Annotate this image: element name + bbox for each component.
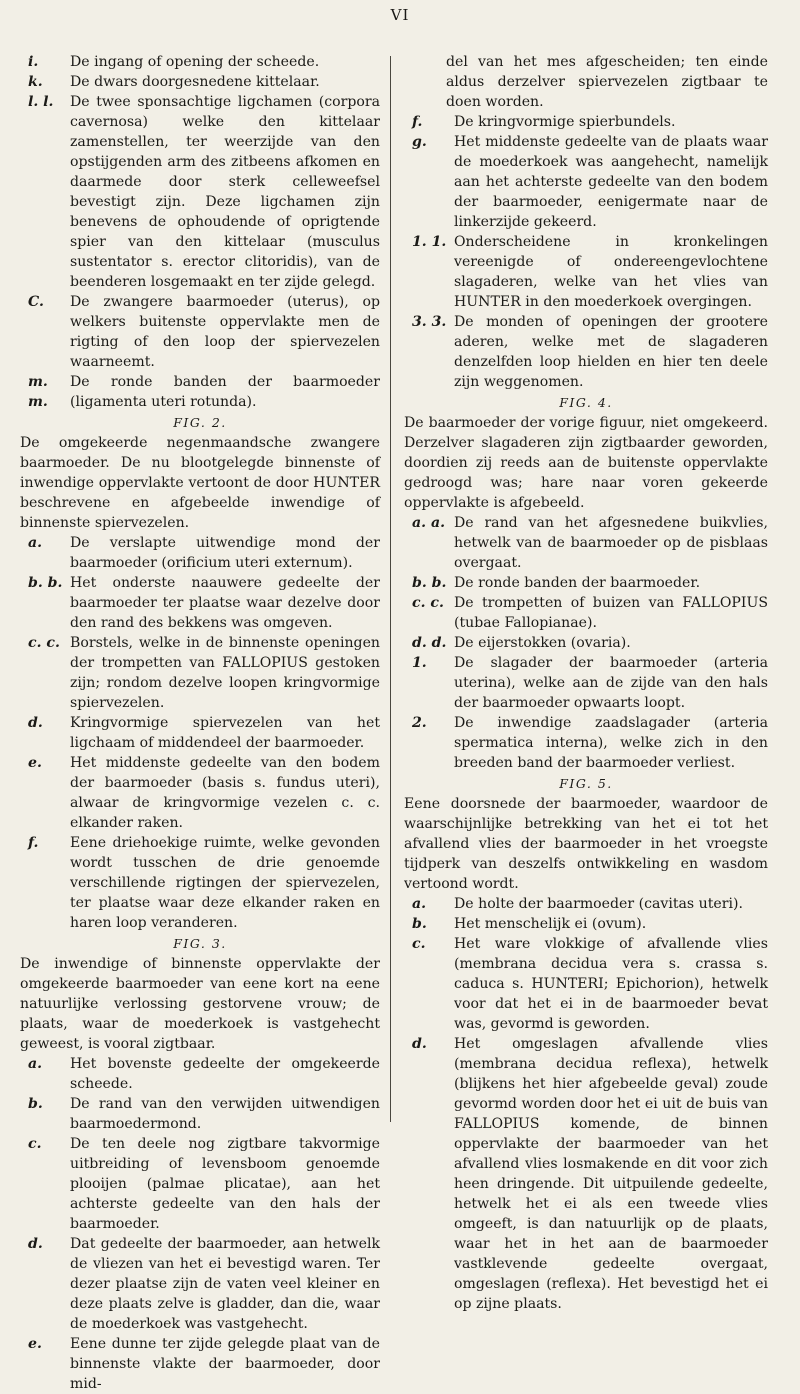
legend-label: b. b. <box>412 575 447 591</box>
legend-label: i. <box>28 54 39 70</box>
legend-text: De ten deele nog zigtbare takvormige uitbreiding of levensboom genoemde plooijen (palmae plicatae), aan het achterste gedeelte van den hals der baarmoeder. <box>70 1136 380 1232</box>
legend-label: a. <box>412 896 427 912</box>
legend-text: Borstels, welke in de binnenste openingen der trompetten van FALLOPIUS gestoken zijn; rondom dezelve loopen kringvormige spiervezelen. <box>70 635 380 711</box>
legend-entry <box>20 1094 380 1134</box>
figure-heading: FIG. 5. <box>559 776 613 791</box>
legend-label: d. <box>28 715 43 731</box>
legend-text: De twee sponsachtige ligchamen (corpora cavernosa) welke den kittelaar zamenstellen, ter weerzijde van den opstijgenden arm des zitbeens afkomen en daarmede door sterk celleweefsel bevestigt zijn. Deze ligchamen zijn benevens de ophoudende of oprigtende spier van den kittelaar (musculus sustentator s. erector clitoridis), van de beenderen losgemaakt en ter zijde gelegd. <box>70 94 380 290</box>
legend-text: De ronde banden der baarmoeder. <box>454 575 701 591</box>
left-column <box>20 52 380 1394</box>
legend-label: b. b. <box>28 575 63 591</box>
legend-entry <box>20 1234 380 1334</box>
figure-heading: FIG. 4. <box>559 395 613 410</box>
figure-description: De inwendige of binnenste oppervlakte der omgekeerde baarmoeder van eene kort na eene natuurlijke verlossing gestorvene vrouw; de plaats, waar de moederkoek is vastgehecht geweest, is vooral zigtbaar. <box>20 956 380 1052</box>
legend-label: f. <box>28 835 39 851</box>
legend-label: l. l. <box>28 94 54 110</box>
legend-entry <box>20 1134 380 1234</box>
legend-text: De dwars doorgesnedene kittelaar. <box>70 74 320 90</box>
legend-entry <box>20 533 380 573</box>
legend-entry <box>20 1054 380 1094</box>
legend-label: d. <box>412 1036 427 1052</box>
legend-label: d. d. <box>412 635 447 651</box>
legend-entry <box>404 713 768 773</box>
legend-label: d. <box>28 1236 43 1252</box>
legend-entry <box>20 52 380 72</box>
legend-text: Het onderste naauwere gedeelte der baarmoeder ter plaatse waar dezelve door den rand des bekkens was omgeven. <box>70 575 380 631</box>
legend-label: 3. 3. <box>412 314 447 330</box>
column-divider <box>390 56 391 1122</box>
figure-description: Eene doorsnede der baarmoeder, waardoor de waarschijnlijke betrekking van het ei tot het afvallend vlies der baarmoeder in het vroegste tijdperk van deszelfs ontwikkeling en wasdom vertoond wordt. <box>404 796 768 892</box>
legend-label: b. <box>28 1096 43 1112</box>
page-number: VI <box>390 6 410 24</box>
legend-label: e. <box>28 755 42 771</box>
legend-entry <box>404 593 768 633</box>
legend-label: c. <box>28 1136 42 1152</box>
right-column <box>404 52 768 1314</box>
legend-entry <box>20 1334 380 1394</box>
legend-text: Eene driehoekige ruimte, welke gevonden wordt tusschen de drie genoemde verschillende rigtingen der spiervezelen, ter plaatse waar deze elkander raken en haren loop veranderen. <box>70 835 380 931</box>
legend-entry <box>20 573 380 633</box>
legend-entry <box>404 934 768 1034</box>
legend-label: k. <box>28 74 43 90</box>
legend-text: Dat gedeelte der baarmoeder, aan hetwelk de vliezen van het ei bevestigd waren. Ter dezer plaatse zijn de vaten veel kleiner en deze plaats zelve is gladder, dan die, waar de moederkoek was vastgehecht. <box>70 1236 380 1332</box>
legend-entry <box>404 232 768 312</box>
legend-label: c. c. <box>28 635 60 651</box>
legend-text: De monden of openingen der grootere aderen, welke met de slagaderen denzelfden loop hielden en hier ten deele zijn weggenomen. <box>454 314 768 390</box>
legend-text: De trompetten of buizen van FALLOPIUS (tubae Fallopianae). <box>454 595 768 631</box>
legend-label: a. <box>28 535 43 551</box>
legend-label: g. <box>412 134 427 150</box>
legend-entry <box>404 1034 768 1314</box>
legend-label: f. <box>412 114 423 130</box>
legend-entry <box>404 132 768 232</box>
legend-label: b. <box>412 916 427 932</box>
legend-entry <box>20 292 380 372</box>
legend-text: De zwangere baarmoeder (uterus), op welkers buitenste oppervlakte men de rigting of den loop der spiervezelen waarneemt. <box>70 294 380 370</box>
legend-label: 1. <box>412 655 427 671</box>
legend-label: a. <box>28 1056 43 1072</box>
legend-entry <box>20 833 380 933</box>
legend-label: C. <box>28 294 44 310</box>
legend-entry <box>20 92 380 292</box>
legend-text: De rand van het afgesnedene buikvlies, hetwelk van de baarmoeder op de pisblaas overgaat. <box>454 515 768 571</box>
legend-text: Het ware vlokkige of afvallende vlies (membrana decidua vera s. crassa s. caduca s. HUNTERI; Epichorion), hetwelk voor dat het ei in de baarmoeder bevat was, gevormd is geworden. <box>454 936 768 1032</box>
legend-label: c. <box>412 936 426 952</box>
legend-text: Het bovenste gedeelte der omgekeerde scheede. <box>70 1056 380 1092</box>
legend-label: a. a. <box>412 515 445 531</box>
legend-entry <box>404 914 768 934</box>
legend-entry <box>20 372 380 412</box>
legend-entry <box>404 573 768 593</box>
legend-text: Het omgeslagen afvallende vlies (membrana decidua reflexa), hetwelk (blijkens het hier afgebeelde geval) zoude gevormd worden door het ei uit de buis van FALLOPIUS komende, de binnen oppervlakte der baarmoeder van het afvallend vlies losmakende en dit voor zich heen dringende. Dit uitpuilende gedeelte, hetwelk het ei als een tweede vlies omgeeft, is dan natuurlijk op de plaats, waar het in het aan de baarmoeder vastklevende gedeelte overgaat, omgeslagen (reflexa). Het bevestigd het ei op zijne plaats. <box>454 1036 768 1312</box>
legend-entry <box>20 753 380 833</box>
legend-entry <box>20 72 380 92</box>
legend-text: De eijerstokken (ovaria). <box>454 635 631 651</box>
legend-label: e. <box>28 1336 42 1352</box>
figure-description: De omgekeerde negenmaandsche zwangere baarmoeder. De nu blootgelegde binnenste of inwendige oppervlakte vertoont de door HUNTER beschrevene en afgebeelde inwendige of binnenste spiervezelen. <box>20 435 380 531</box>
legend-label: 1. 1. <box>412 234 447 250</box>
legend-label: 2. <box>412 715 427 731</box>
figure-heading: FIG. 3. <box>173 936 227 951</box>
legend-entry <box>20 713 380 753</box>
legend-label: m. m. <box>28 374 48 410</box>
legend-text: De verslapte uitwendige mond der baarmoeder (orificium uteri externum). <box>70 535 380 571</box>
legend-text: De ingang of opening der scheede. <box>70 54 320 70</box>
legend-entry <box>404 894 768 914</box>
legend-text: Kringvormige spiervezelen van het ligchaam of middendeel der baarmoeder. <box>70 715 380 751</box>
legend-text: De holte der baarmoeder (cavitas uteri). <box>454 896 743 912</box>
legend-entry <box>20 633 380 713</box>
legend-text: Eene dunne ter zijde gelegde plaat van de binnenste vlakte der baarmoeder, door mid- <box>70 1336 380 1392</box>
figure-description: De baarmoeder der vorige figuur, niet omgekeerd. Derzelver slagaderen zijn zigtbaarder geworden, doordien zij reeds aan de buitenste oppervlakte gedroogd was; hare naar voren gekeerde oppervlakte is afgebeeld. <box>404 415 768 511</box>
legend-entry <box>404 112 768 132</box>
legend-text: Het menschelijk ei (ovum). <box>454 916 647 932</box>
legend-text: De rand van den verwijden uitwendigen baarmoedermond. <box>70 1096 380 1132</box>
legend-text: De ronde banden der baarmoeder (ligamenta uteri rotunda). <box>70 374 380 410</box>
legend-text: Het middenste gedeelte van de plaats waar de moederkoek was aangehecht, namelijk aan het achterste gedeelte van den bodem der baarmoeder, eenigermate naar de linkerzijde gekeerd. <box>454 134 768 230</box>
legend-entry <box>404 513 768 573</box>
continued-text: del van het mes afgescheiden; ten einde aldus derzelver spiervezelen zigtbaar te doen worden. <box>446 54 768 110</box>
legend-text: Onderscheidene in kronkelingen vereenigde of ondereengevlochtene slagaderen, welke van het vlies van HUNTER in den moederkoek overgingen. <box>454 234 768 310</box>
legend-entry <box>404 633 768 653</box>
legend-entry <box>404 653 768 713</box>
legend-text: De inwendige zaadslagader (arteria spermatica interna), welke zich in den breeden band der baarmoeder verliest. <box>454 715 768 771</box>
legend-entry <box>404 312 768 392</box>
figure-heading: FIG. 2. <box>173 415 227 430</box>
legend-text: De slagader der baarmoeder (arteria uterina), welke aan de zijde van den hals der baarmoeder opwaarts loopt. <box>454 655 768 711</box>
legend-label: c. c. <box>412 595 444 611</box>
legend-text: De kringvormige spierbundels. <box>454 114 676 130</box>
legend-text: Het middenste gedeelte van den bodem der baarmoeder (basis s. fundus uteri), alwaar de kringvormige vezelen c. c. elkander raken. <box>70 755 380 831</box>
